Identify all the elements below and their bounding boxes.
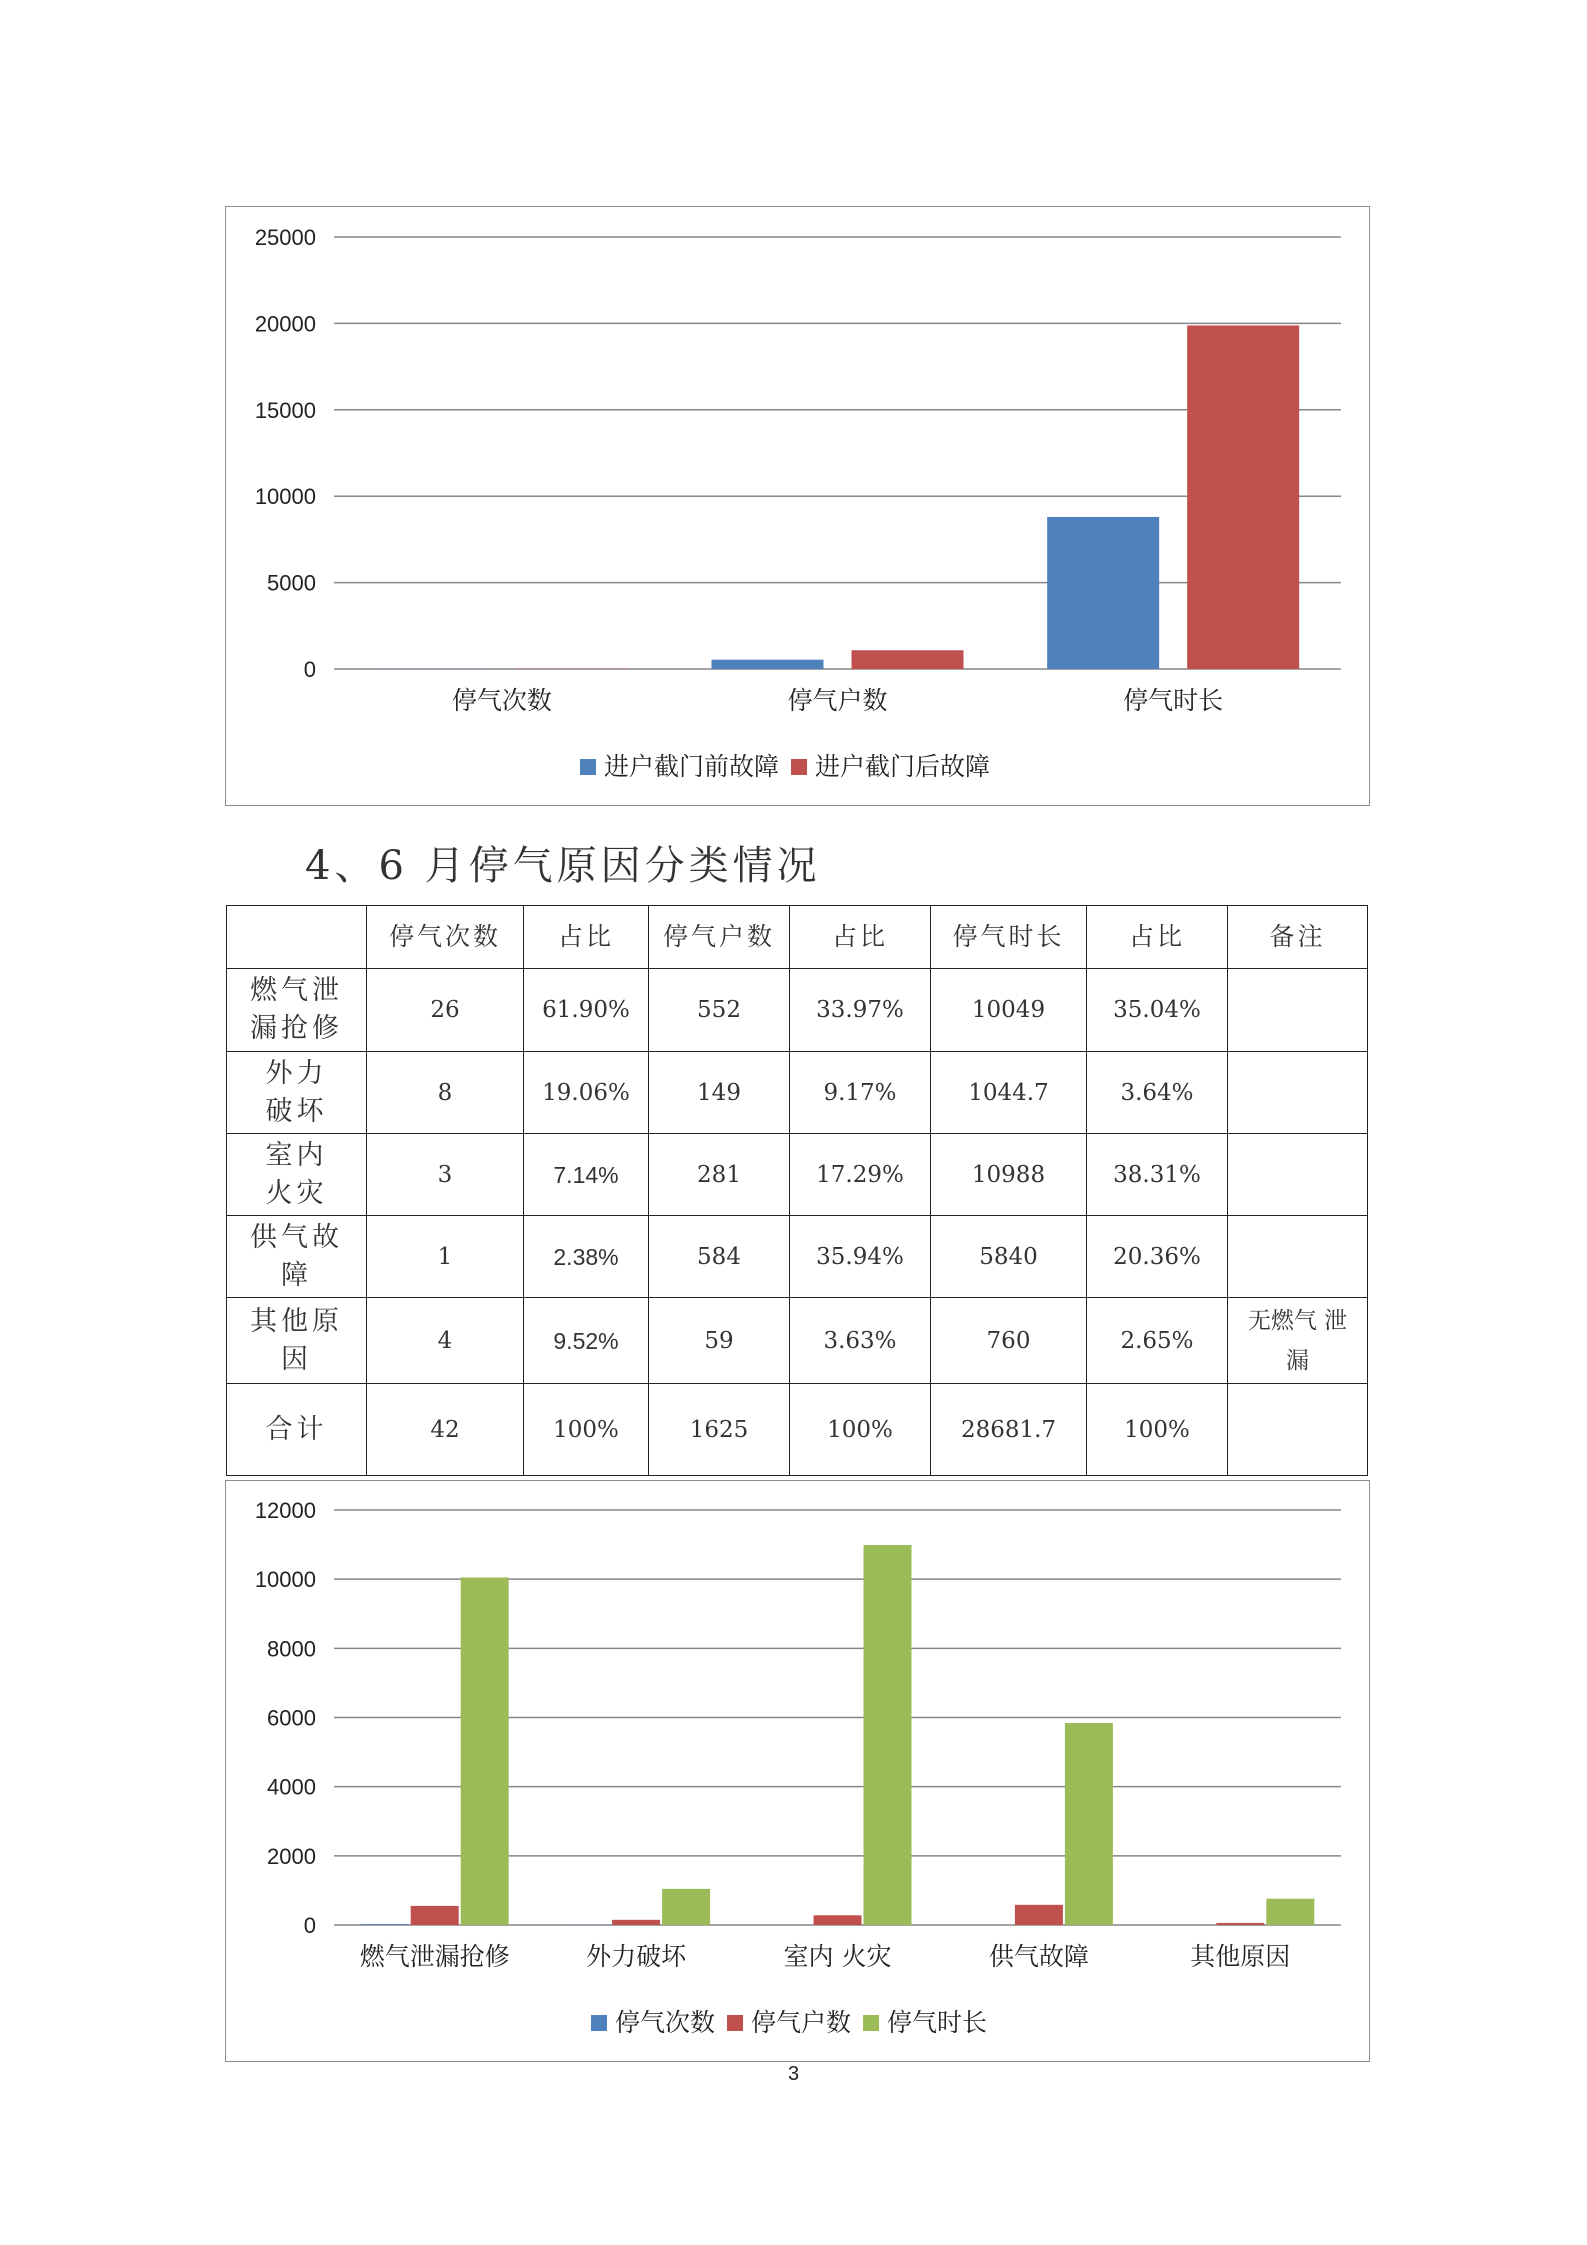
table-row-header bbox=[227, 1052, 367, 1134]
y-tick-label: 25000 bbox=[254, 225, 316, 250]
table-cell: 2.38% bbox=[524, 1216, 649, 1298]
y-tick-label: 2000 bbox=[267, 1843, 316, 1869]
row-header-line: 燃气泄 bbox=[250, 975, 343, 1006]
y-tick-label: 20000 bbox=[254, 311, 316, 337]
table-row-header bbox=[227, 1134, 367, 1216]
table-cell bbox=[1228, 969, 1368, 1052]
table-cell bbox=[1228, 1134, 1368, 1216]
chart-bar bbox=[1015, 1905, 1063, 1925]
table-cell: 100% bbox=[524, 1384, 649, 1476]
row-header-line: 障 bbox=[281, 1259, 312, 1291]
legend-label: 停气户数 bbox=[751, 2008, 852, 2037]
legend-label: 停气次数 bbox=[615, 2008, 716, 2037]
table-row bbox=[227, 1216, 1368, 1298]
outage-cause-chart-by-type bbox=[225, 1480, 1370, 2062]
table-cell: 19.06% bbox=[524, 1052, 649, 1134]
row-header-line: 漏抢修 bbox=[250, 1013, 343, 1044]
chart-bar bbox=[411, 1906, 459, 1925]
table-cell: 38.31% bbox=[1087, 1134, 1228, 1216]
chart-2-svg bbox=[226, 1481, 1371, 2063]
table-cell: 20.36% bbox=[1087, 1216, 1228, 1298]
table-cell: 3 bbox=[367, 1134, 524, 1216]
legend-swatch bbox=[863, 2015, 879, 2031]
y-tick-label: 10000 bbox=[254, 484, 316, 510]
x-category-label: 供气故障 bbox=[988, 1942, 1089, 1971]
y-tick-label: 12000 bbox=[254, 1498, 316, 1523]
row-header-line: 外力 bbox=[265, 1057, 328, 1089]
table-row-header bbox=[227, 1384, 367, 1476]
table-cell: 1 bbox=[367, 1216, 524, 1298]
table-cell: 1044.7 bbox=[931, 1052, 1087, 1134]
chart-bar bbox=[814, 1915, 862, 1925]
y-tick-label: 0 bbox=[303, 657, 316, 682]
table-cell bbox=[1228, 1384, 1368, 1476]
y-tick-label: 5000 bbox=[267, 570, 316, 596]
table-header-cell: 停气时长 bbox=[931, 906, 1087, 969]
chart-bar bbox=[612, 1920, 660, 1925]
legend-label: 进户截门后故障 bbox=[815, 752, 991, 781]
table-cell: 35.94% bbox=[790, 1216, 931, 1298]
section-heading: 4、6 月停气原因分类情况 bbox=[305, 843, 821, 889]
x-category-label: 室内 火灾 bbox=[783, 1942, 892, 1971]
table-cell: 9.52% bbox=[524, 1298, 649, 1384]
table-header-cell: 占比 bbox=[790, 906, 931, 969]
table-row bbox=[227, 1298, 1368, 1384]
outage-cause-chart-valve bbox=[225, 206, 1370, 806]
table-cell: 100% bbox=[790, 1384, 931, 1476]
table-cell: 5840 bbox=[931, 1216, 1087, 1298]
y-tick-label: 4000 bbox=[267, 1774, 316, 1800]
table-row bbox=[227, 969, 1368, 1052]
table-cell: 7.14% bbox=[524, 1134, 649, 1216]
page-number: 3 bbox=[787, 2063, 800, 2085]
chart-1-svg bbox=[226, 207, 1371, 807]
table-cell: 1625 bbox=[649, 1384, 790, 1476]
x-category-label: 其他原因 bbox=[1190, 1942, 1291, 1971]
table-header-cell: 占比 bbox=[1087, 906, 1228, 969]
legend-label: 进户截门前故障 bbox=[604, 752, 780, 781]
table-header-row bbox=[227, 906, 1368, 969]
row-header-line: 合计 bbox=[265, 1413, 328, 1445]
legend-label: 停气时长 bbox=[887, 2008, 988, 2037]
table-cell: 28681.7 bbox=[931, 1384, 1087, 1476]
x-category-label: 停气户数 bbox=[787, 686, 888, 715]
row-header-line: 破坏 bbox=[265, 1095, 328, 1127]
legend-swatch bbox=[591, 2015, 607, 2031]
x-category-label: 停气次数 bbox=[451, 686, 552, 715]
table-cell: 4 bbox=[367, 1298, 524, 1384]
chart-bar bbox=[1065, 1723, 1113, 1925]
table-row-header bbox=[227, 969, 367, 1052]
table-cell: 2.65% bbox=[1087, 1298, 1228, 1384]
table-cell: 42 bbox=[367, 1384, 524, 1476]
chart-bar bbox=[1266, 1899, 1314, 1925]
chart-bar bbox=[1047, 517, 1159, 669]
x-category-label: 外力破坏 bbox=[586, 1942, 687, 1971]
table-cell: 584 bbox=[649, 1216, 790, 1298]
table-header-cell: 停气次数 bbox=[367, 906, 524, 969]
table-cell: 3.63% bbox=[790, 1298, 931, 1384]
table-cell: 149 bbox=[649, 1052, 790, 1134]
row-header-line: 室内 bbox=[265, 1139, 328, 1171]
chart-bar bbox=[712, 660, 824, 669]
table-cell: 10988 bbox=[931, 1134, 1087, 1216]
table-cell: 9.17% bbox=[790, 1052, 931, 1134]
legend-swatch bbox=[727, 2015, 743, 2031]
y-tick-label: 10000 bbox=[254, 1567, 316, 1593]
legend-swatch bbox=[580, 759, 596, 775]
table-header-cell: 停气户数 bbox=[649, 906, 790, 969]
table-row bbox=[227, 1052, 1368, 1134]
table-cell: 760 bbox=[931, 1298, 1087, 1384]
table-cell: 3.64% bbox=[1087, 1052, 1228, 1134]
table-cell: 35.04% bbox=[1087, 969, 1228, 1052]
row-header-line: 火灾 bbox=[265, 1177, 328, 1209]
chart-bar bbox=[1216, 1923, 1264, 1925]
row-header-line: 其他原 bbox=[250, 1305, 343, 1337]
table-cell: 61.90% bbox=[524, 969, 649, 1052]
chart-bar bbox=[1187, 325, 1299, 669]
table-cell: 552 bbox=[649, 969, 790, 1052]
table-cell: 281 bbox=[649, 1134, 790, 1216]
legend-swatch bbox=[791, 759, 807, 775]
chart-bar bbox=[361, 1924, 409, 1925]
table-header-cell: 备注 bbox=[1228, 906, 1368, 969]
table-cell bbox=[1228, 1216, 1368, 1298]
y-tick-label: 0 bbox=[303, 1913, 316, 1938]
table-cell: 59 bbox=[649, 1298, 790, 1384]
x-category-label: 燃气泄漏抢修 bbox=[359, 1942, 510, 1971]
table-cell: 100% bbox=[1087, 1384, 1228, 1476]
chart-bar bbox=[461, 1577, 509, 1925]
table-row bbox=[227, 1384, 1368, 1476]
table-row-header bbox=[227, 1216, 367, 1298]
table-row-header bbox=[227, 1298, 367, 1384]
outage-cause-table bbox=[226, 905, 1368, 1476]
x-category-label: 停气时长 bbox=[1123, 686, 1224, 715]
y-tick-label: 8000 bbox=[267, 1636, 316, 1662]
chart-bar bbox=[864, 1545, 912, 1925]
row-header-line: 因 bbox=[281, 1343, 312, 1375]
table-cell: 8 bbox=[367, 1052, 524, 1134]
row-header-line: 供气故 bbox=[250, 1221, 343, 1253]
table-header-cell bbox=[227, 906, 367, 969]
table-row bbox=[227, 1134, 1368, 1216]
table-cell: 10049 bbox=[931, 969, 1087, 1052]
table-cell: 33.97% bbox=[790, 969, 931, 1052]
chart-bar bbox=[662, 1889, 710, 1925]
y-tick-label: 6000 bbox=[267, 1705, 316, 1731]
table-cell bbox=[1228, 1052, 1368, 1134]
table-header-cell: 占比 bbox=[524, 906, 649, 969]
chart-bar bbox=[852, 650, 964, 669]
table-cell: 26 bbox=[367, 969, 524, 1052]
table-cell: 无燃气 泄漏 bbox=[1228, 1298, 1368, 1384]
table-cell: 17.29% bbox=[790, 1134, 931, 1216]
y-tick-label: 15000 bbox=[254, 397, 316, 423]
